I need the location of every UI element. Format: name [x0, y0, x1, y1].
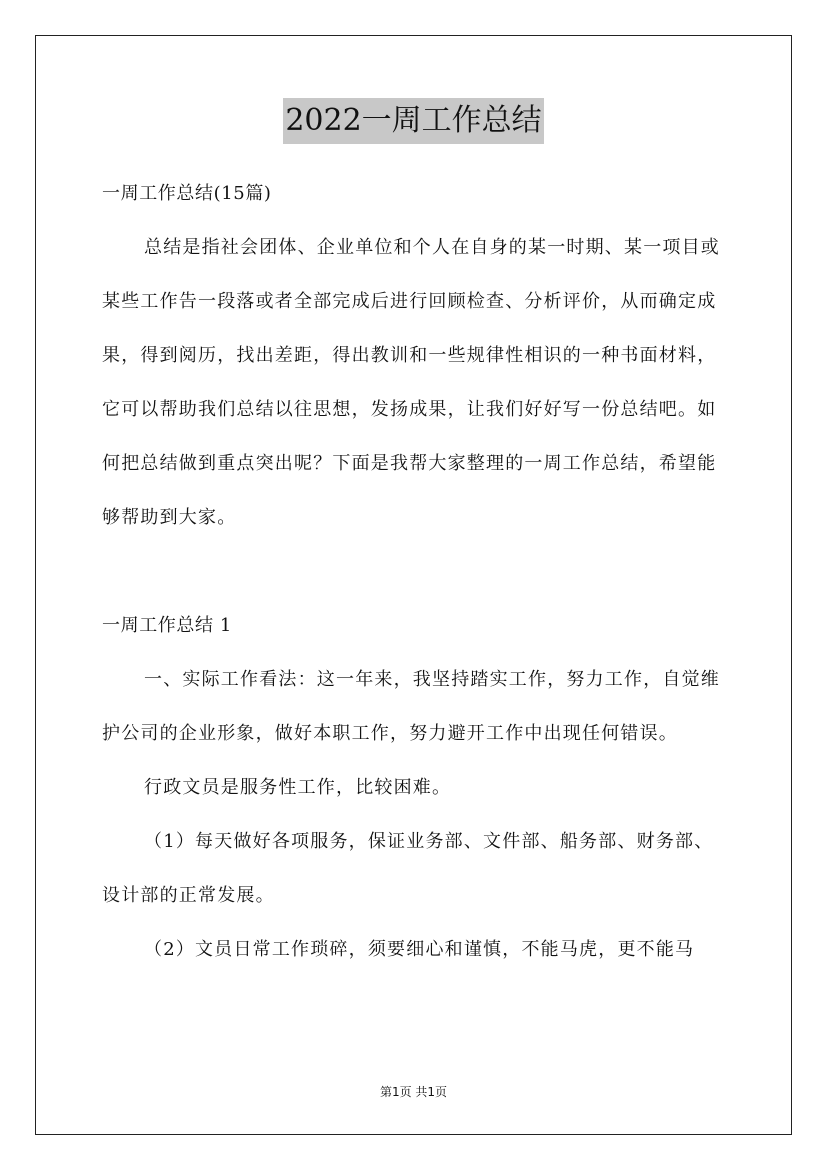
intro-paragraph: 总结是指社会团体、企业单位和个人在自身的某一时期、某一项目或某些工作告一段落或者全部完成后进行回顾检查、分析评价，从而确定成果，得到阅历，找出差距，得出教训和一些规律性相识的一种书面材料，它可以帮助我们总结以往思想，发扬成果，让我们好好写一份总结吧。如何把总结做到重点突出呢？下面是我帮大家整理的一周工作总结，希望能够帮助到大家。 — [102, 237, 720, 528]
page-number: 第1页 共1页 — [379, 1085, 448, 1099]
page-footer — [0, 1083, 827, 1100]
spacer — [102, 545, 726, 599]
title-container — [0, 98, 827, 144]
document-subtitle: 一周工作总结(15篇) — [102, 183, 272, 204]
paragraph-4: （2）文员日常工作琐碎，须要细心和谨慎，不能马虎，更不能马 — [144, 939, 695, 960]
document-body — [102, 167, 726, 977]
paragraph-3: （1）每天做好各项服务，保证业务部、文件部、船务部、财务部、设计部的正常发展。 — [102, 831, 714, 906]
paragraph-2: 行政文员是服务性工作，比较困难。 — [144, 777, 452, 798]
document-title: 2022一周工作总结 — [283, 98, 543, 144]
paragraph-1: 一、实际工作看法：这一年来，我坚持踏实工作，努力工作，自觉维护公司的企业形象，做好本职工作，努力避开工作中出现任何错误。 — [102, 669, 720, 744]
section-heading: 一周工作总结 1 — [102, 615, 232, 636]
